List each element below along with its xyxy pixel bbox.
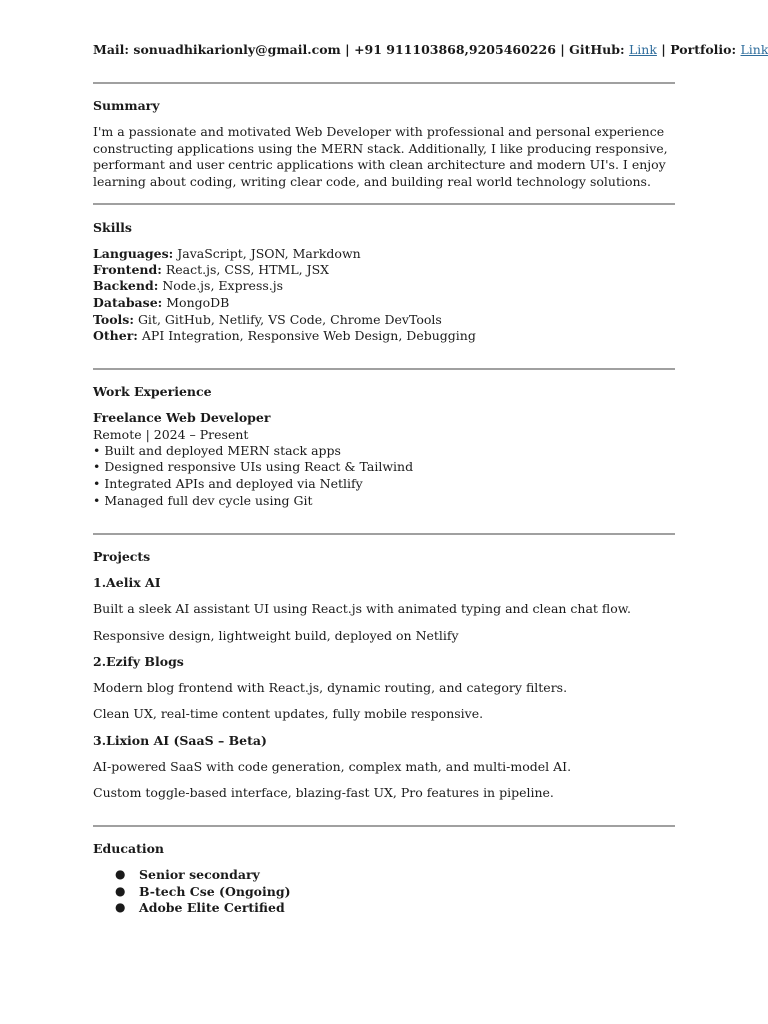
- project-description: Responsive design, lightweight build, deployed on Netlify: [93, 628, 459, 643]
- education-heading: Education: [93, 841, 165, 856]
- skill-row-tools: [93, 312, 442, 327]
- experience-role: Freelance Web Developer: [93, 410, 271, 425]
- skill-label: Tools:: [93, 312, 134, 327]
- skill-label: Frontend:: [93, 262, 162, 277]
- project-description: Custom toggle-based interface, blazing-fast UX, Pro features in pipeline.: [93, 785, 554, 800]
- summary-text: I'm a passionate and motivated Web Developer with professional and personal experience constructing applications using the MERN stack. Additionally, I like producing responsive, performant and user centric applications with clean architecture and modern UI's. I enjoy learning about coding, writing clear code, and building real world technology solutions.: [93, 124, 668, 190]
- section-divider: [93, 368, 675, 370]
- education-item-text: B-tech Cse (Ongoing): [139, 884, 291, 899]
- education-item-text: Adobe Elite Certified: [139, 900, 285, 915]
- project-title: 1.Aelix AI: [93, 575, 161, 590]
- separator: |: [661, 42, 666, 57]
- mail-value: sonuadhikarionly@gmail.com: [133, 42, 341, 57]
- project-description: AI-powered SaaS with code generation, complex math, and multi-model AI.: [93, 759, 572, 774]
- skill-row-languages: [93, 246, 361, 261]
- portfolio-label: Portfolio:: [670, 42, 737, 57]
- bullet-icon: ●: [115, 884, 126, 898]
- skill-label: Backend:: [93, 278, 159, 293]
- github-link[interactable]: Link: [628, 42, 657, 57]
- skill-row-database: [93, 295, 229, 310]
- skill-value: API Integration, Responsive Web Design, Debugging: [141, 328, 476, 343]
- project-description: Clean UX, real-time content updates, fully mobile responsive.: [93, 706, 484, 721]
- section-divider: [93, 203, 675, 205]
- experience-heading: Work Experience: [93, 384, 212, 399]
- mail-label: Mail:: [93, 42, 130, 57]
- contact-line: [93, 42, 768, 57]
- section-divider: [93, 82, 675, 84]
- skill-value: React.js, CSS, HTML, JSX: [165, 262, 330, 277]
- experience-bullet: • Integrated APIs and deployed via Netlify: [93, 476, 363, 491]
- skills-heading: Skills: [93, 220, 132, 235]
- experience-bullet: • Built and deployed MERN stack apps: [93, 443, 341, 458]
- skill-label: Languages:: [93, 246, 174, 261]
- skill-row-frontend: [93, 262, 329, 277]
- separator: |: [345, 42, 350, 57]
- experience-meta: Remote | 2024 – Present: [93, 427, 249, 442]
- skill-label: Database:: [93, 295, 163, 310]
- project-title: 2.Ezify Blogs: [93, 654, 184, 669]
- skill-value: JavaScript, JSON, Markdown: [177, 246, 361, 261]
- section-divider: [93, 825, 675, 827]
- bullet-icon: ●: [115, 867, 126, 881]
- skill-label: Other:: [93, 328, 138, 343]
- experience-bullet: • Designed responsive UIs using React & Tailwind: [93, 459, 414, 474]
- projects-heading: Projects: [93, 549, 151, 564]
- section-divider: [93, 533, 675, 535]
- project-description: Built a sleek AI assistant UI using React.js with animated typing and clean chat flow.: [93, 601, 631, 616]
- education-item-text: Senior secondary: [139, 867, 260, 882]
- experience-bullet: • Managed full dev cycle using Git: [93, 493, 313, 508]
- phone-value: +91 911103868,9205460226: [354, 42, 556, 57]
- skill-value: Git, GitHub, Netlify, VS Code, Chrome DevTools: [137, 312, 442, 327]
- separator: |: [560, 42, 565, 57]
- github-label: GitHub:: [569, 42, 625, 57]
- bullet-icon: ●: [115, 900, 126, 914]
- project-title: 3.Lixion AI (SaaS – Beta): [93, 733, 267, 748]
- skill-value: MongoDB: [166, 295, 230, 310]
- summary-heading: Summary: [93, 98, 160, 113]
- project-description: Modern blog frontend with React.js, dynamic routing, and category filters.: [93, 680, 568, 695]
- portfolio-link[interactable]: Link: [740, 42, 768, 57]
- skill-row-other: [93, 328, 476, 343]
- skill-row-backend: [93, 278, 283, 293]
- skill-value: Node.js, Express.js: [162, 278, 284, 293]
